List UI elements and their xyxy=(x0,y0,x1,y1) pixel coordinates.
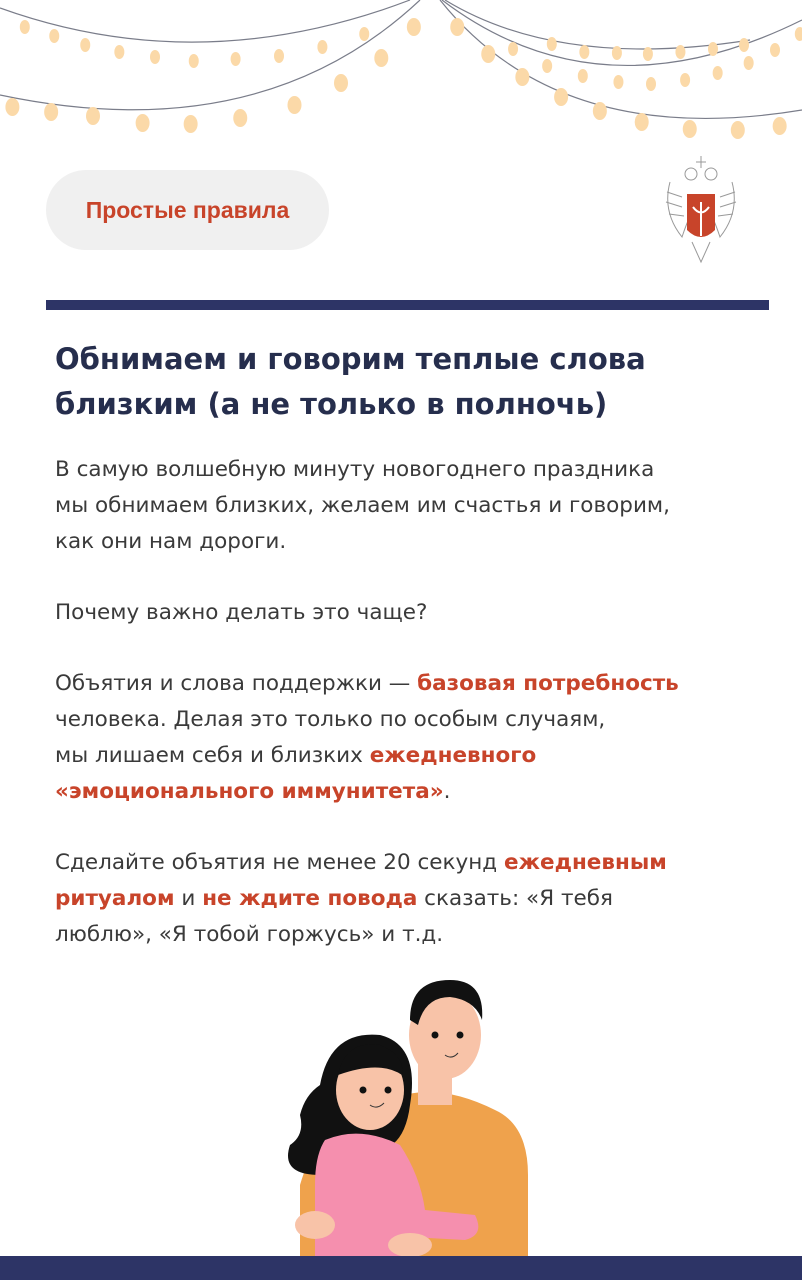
light-bulb xyxy=(508,42,518,56)
text: сказать: «Я тебя xyxy=(417,886,613,911)
title-line: близким (а не только в полночь) xyxy=(55,387,608,421)
highlight: «эмоционального иммунитета» xyxy=(55,779,444,804)
light-bulb xyxy=(613,75,623,89)
light-bulb xyxy=(317,40,327,54)
light-bulb xyxy=(150,50,160,64)
light-bulb xyxy=(288,96,302,114)
paragraph-line: мы обнимаем близких, желаем им счастья и говорим, xyxy=(55,493,670,518)
light-bulb xyxy=(646,77,656,91)
light-bulb xyxy=(359,27,369,41)
light-bulb xyxy=(713,66,723,80)
light-bulb xyxy=(450,18,464,36)
light-bulb xyxy=(44,103,58,121)
light-bulb xyxy=(635,113,649,131)
category-badge xyxy=(46,170,329,250)
highlight: ежедневным xyxy=(504,850,667,875)
paragraph-line: как они нам дороги. xyxy=(55,529,287,554)
light-bulb xyxy=(593,102,607,120)
light-bulb xyxy=(770,43,780,57)
light-bulb xyxy=(80,38,90,52)
light-bulb xyxy=(274,49,284,63)
text: и xyxy=(174,886,203,911)
light-bulb xyxy=(554,88,568,106)
light-bulb xyxy=(114,45,124,59)
body-text xyxy=(55,452,785,953)
highlight: ежедневного xyxy=(369,743,537,768)
light-bulb xyxy=(708,42,718,56)
badge-label: Простые правила xyxy=(85,196,290,223)
light-bulb xyxy=(542,59,552,73)
question-line: Почему важно делать это чаще? xyxy=(55,600,428,625)
divider-bar xyxy=(46,300,769,310)
light-bulb xyxy=(5,98,19,116)
light-bulb xyxy=(515,68,529,86)
title-line: Обнимаем и говорим теплые слова xyxy=(55,342,646,376)
light-bulb xyxy=(744,56,754,70)
light-bulb xyxy=(20,20,30,34)
highlight: не ждите повода xyxy=(202,886,418,911)
highlight: базовая потребность xyxy=(417,671,679,696)
light-bulb xyxy=(680,73,690,87)
text: Объятия и слова поддержки — xyxy=(55,671,418,696)
light-bulb xyxy=(481,45,495,63)
text: . xyxy=(443,779,451,804)
light-bulb xyxy=(612,46,622,60)
light-bulb xyxy=(334,74,348,92)
paragraph-line: люблю», «Я тобой горжусь» и т.д. xyxy=(55,922,444,947)
light-bulb xyxy=(49,29,59,43)
light-bulb xyxy=(731,121,745,139)
light-bulb xyxy=(231,52,241,66)
paragraph-line: человека. Делая это только по особым случаям, xyxy=(55,707,606,732)
light-bulb xyxy=(547,37,557,51)
light-bulb xyxy=(579,45,589,59)
light-bulb xyxy=(773,117,787,135)
ministry-of-health-emblem-icon xyxy=(662,152,740,266)
light-bulb xyxy=(374,49,388,67)
light-bulb xyxy=(233,109,247,127)
light-bulb xyxy=(795,27,802,41)
text: Сделайте объятия не менее 20 секунд xyxy=(55,850,505,875)
text: мы лишаем себя и близких xyxy=(55,743,370,768)
light-bulb xyxy=(184,115,198,133)
garland-lights-decoration xyxy=(0,0,802,140)
light-bulb xyxy=(739,38,749,52)
paragraph-line: В самую волшебную минуту новогоднего праздника xyxy=(55,457,655,482)
light-bulb xyxy=(136,114,150,132)
light-bulb xyxy=(407,18,421,36)
light-bulb xyxy=(86,107,100,125)
card-title xyxy=(55,337,775,427)
light-bulb xyxy=(189,54,199,68)
footer-bar xyxy=(0,1256,802,1280)
light-bulb xyxy=(675,45,685,59)
light-bulb xyxy=(578,69,588,83)
hugging-couple-illustration xyxy=(260,975,540,1260)
light-bulb xyxy=(683,120,697,138)
highlight: ритуалом xyxy=(55,886,175,911)
light-bulb xyxy=(643,47,653,61)
